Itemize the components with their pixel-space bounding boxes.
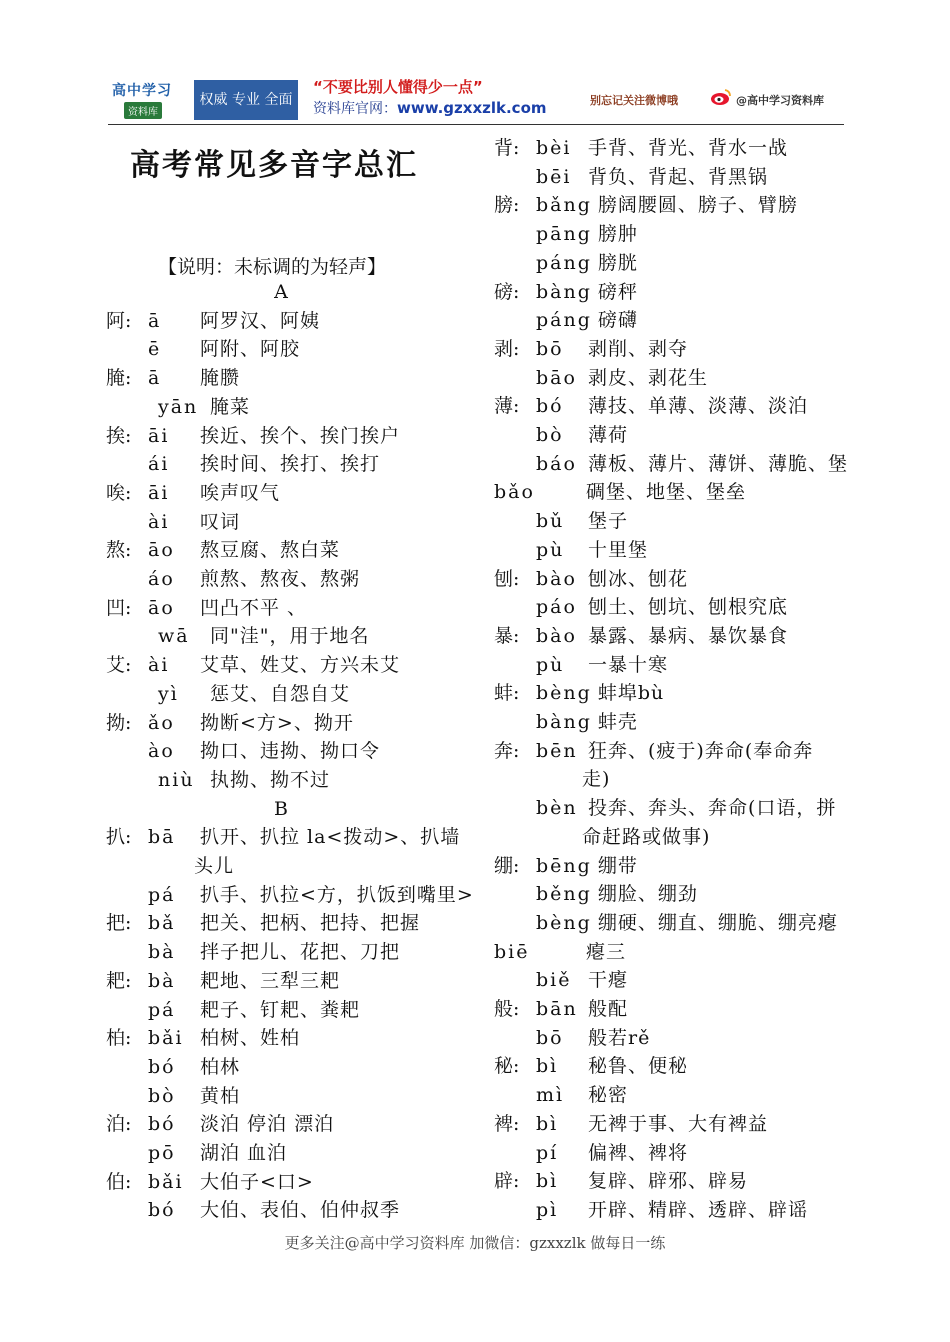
entry-line bbox=[106, 393, 250, 422]
entry-character: 辟: bbox=[494, 1170, 520, 1193]
entry-pinyin: bì bbox=[536, 1055, 559, 1078]
entry-words: 磅礴 bbox=[597, 309, 638, 332]
entry-words: 背负、背起、背黑锅 bbox=[588, 165, 769, 188]
entry-words: 偏裨、裨将 bbox=[588, 1141, 689, 1164]
entry-line bbox=[106, 1110, 334, 1139]
entry-words: 柏林 bbox=[200, 1055, 241, 1078]
entry-line bbox=[494, 163, 768, 192]
entry-character: 绷: bbox=[494, 854, 520, 877]
entry-pinyin: pá bbox=[148, 883, 176, 906]
entry-words: 同"洼"，用于地名 bbox=[210, 625, 370, 648]
entry-line bbox=[106, 594, 307, 623]
entry-pinyin: yān bbox=[158, 395, 199, 418]
entry-line bbox=[494, 450, 848, 479]
entry-words: 执拗、拗不过 bbox=[210, 768, 331, 791]
entry-words: 绷硬、绷直、绷脆、绷亮瘪 bbox=[597, 911, 838, 934]
entry-words: 大伯、表伯、伯仲叔季 bbox=[200, 1199, 401, 1222]
entry-pinyin: páng bbox=[536, 309, 592, 332]
entry-character: 熬: bbox=[106, 539, 132, 562]
entry-pinyin: bó bbox=[148, 1113, 176, 1136]
entry-pinyin: ài bbox=[148, 654, 170, 677]
entry-words: 唉声叹气 bbox=[200, 481, 281, 504]
entry-pinyin: bēi bbox=[536, 165, 572, 188]
entry-line bbox=[494, 708, 638, 737]
entry-pinyin: bàng bbox=[536, 280, 592, 303]
entry-pinyin: bāo bbox=[536, 366, 577, 389]
entry-pinyin: bō bbox=[536, 1026, 564, 1049]
entry-line bbox=[494, 364, 708, 393]
entry-words: 挨近、挨个、挨门挨户 bbox=[200, 424, 401, 447]
slogan-box: 权威 专业 全面 bbox=[194, 80, 298, 120]
entry-line bbox=[106, 967, 340, 996]
entry-words: 柏树、姓柏 bbox=[200, 1027, 301, 1050]
entry-pinyin: āi bbox=[148, 424, 170, 447]
entry-words: 叹词 bbox=[200, 510, 241, 533]
entry-line bbox=[494, 278, 638, 307]
entry-line bbox=[494, 565, 688, 594]
entry-pinyin: pì bbox=[536, 1198, 559, 1221]
entry-pinyin: pá bbox=[148, 998, 176, 1021]
entry-line bbox=[106, 479, 280, 508]
entry-pinyin: bèng bbox=[536, 911, 592, 934]
entry-words: 湖泊 血泊 bbox=[200, 1142, 288, 1164]
entry-pinyin: báo bbox=[536, 452, 577, 475]
entry-character: 唉: bbox=[106, 481, 132, 504]
entry-character: 拗: bbox=[106, 711, 132, 734]
entry-line bbox=[106, 1168, 314, 1197]
entry-words: 淡泊 停泊 漂泊 bbox=[200, 1113, 335, 1136]
entry-pinyin: biě bbox=[536, 969, 572, 992]
entry-line bbox=[106, 565, 360, 594]
entry-line bbox=[106, 938, 400, 967]
entry-words: 腌臜 bbox=[200, 367, 241, 390]
entry-line bbox=[494, 421, 628, 450]
entry-line bbox=[494, 794, 836, 823]
entry-words: 无裨于事、大有裨益 bbox=[588, 1112, 769, 1135]
entry-line bbox=[106, 335, 300, 364]
entry-character: 阿: bbox=[106, 309, 132, 332]
entry-line bbox=[494, 593, 788, 622]
ad-website-label: 资料库官网： bbox=[313, 101, 397, 117]
entry-words: 干瘪 bbox=[588, 969, 629, 992]
entry-line bbox=[494, 1024, 650, 1053]
entry-line bbox=[494, 995, 628, 1024]
entry-pinyin: ā bbox=[148, 367, 162, 390]
entry-words: 复辟、辟邪、辟易 bbox=[588, 1170, 749, 1193]
entry-character: 刨: bbox=[494, 567, 520, 590]
entry-pinyin: páo bbox=[536, 596, 577, 619]
entry-pinyin: pù bbox=[536, 538, 565, 561]
entry-pinyin: pí bbox=[536, 1141, 559, 1164]
entry-pinyin: bǎo bbox=[494, 481, 535, 504]
entry-words: 拗口、违拗、拗口令 bbox=[200, 740, 381, 763]
entry-character: 暴: bbox=[494, 624, 520, 647]
entry-pinyin: niù bbox=[158, 768, 195, 791]
entry-line bbox=[494, 909, 838, 938]
entry-line bbox=[494, 134, 788, 163]
entry-line bbox=[106, 766, 330, 795]
entry-character: 薄: bbox=[494, 395, 520, 418]
entry-words: 扒开、扒拉 la<拨动>、扒墙 bbox=[200, 826, 461, 849]
entry-line bbox=[106, 909, 420, 938]
entry-line bbox=[106, 852, 234, 881]
entry-words: 薄荷 bbox=[588, 424, 629, 446]
entry-character: 膀: bbox=[494, 194, 520, 217]
entry-pinyin: běng bbox=[536, 883, 592, 906]
entry-pinyin: bò bbox=[148, 1084, 176, 1107]
entry-words: 一暴十寒 bbox=[588, 653, 669, 676]
entry-line bbox=[106, 996, 360, 1025]
entry-line bbox=[106, 881, 474, 910]
entry-line bbox=[106, 680, 350, 709]
entry-character: 柏: bbox=[106, 1027, 132, 1050]
entry-words: 膀胱 bbox=[597, 251, 638, 274]
entry-character: 背: bbox=[494, 137, 520, 159]
entry-line bbox=[106, 651, 400, 680]
page-title: 高考常见多音字总汇 bbox=[130, 148, 418, 183]
entry-line bbox=[106, 1053, 240, 1082]
entry-line bbox=[106, 1196, 400, 1225]
entry-line bbox=[106, 1024, 300, 1053]
entry-line bbox=[106, 508, 240, 537]
entry-words: 薄技、单薄、淡薄、淡泊 bbox=[588, 395, 809, 418]
entry-pinyin: wā bbox=[158, 625, 190, 648]
entry-words: 挨时间、挨打、挨打 bbox=[200, 453, 381, 476]
entry-line bbox=[494, 1139, 688, 1168]
note-text: 【说明：未标调的为轻声】 bbox=[158, 256, 387, 278]
entry-line bbox=[494, 966, 628, 995]
entry-words: 刨土、刨坑、刨根究底 bbox=[588, 596, 789, 619]
ad-slogan: “不要比别人懂得少一点” bbox=[313, 78, 483, 96]
entry-character: 挨: bbox=[106, 424, 132, 447]
site-logo bbox=[112, 80, 190, 120]
entry-pinyin: ǎo bbox=[148, 711, 175, 734]
entry-words: 拌子把儿、花把、刀把 bbox=[200, 941, 401, 964]
entry-pinyin: bèn bbox=[536, 797, 578, 820]
entry-character: 腌: bbox=[106, 367, 132, 390]
entry-line bbox=[106, 709, 354, 738]
entry-line bbox=[494, 507, 628, 536]
entry-line bbox=[494, 1196, 808, 1225]
entry-line bbox=[106, 307, 320, 336]
follow-text: 别忘记关注微博哦 bbox=[590, 94, 678, 107]
entry-pinyin: bǎng bbox=[536, 194, 592, 217]
entry-words: 熬豆腐、熬白菜 bbox=[200, 539, 341, 562]
entry-line bbox=[494, 737, 813, 766]
entry-pinyin: bǎ bbox=[148, 912, 176, 935]
entry-words: 般若rě bbox=[588, 1026, 651, 1049]
entry-words: 凹凸不平 、 bbox=[200, 596, 308, 619]
entry-line bbox=[106, 622, 369, 651]
entry-line bbox=[106, 823, 460, 852]
entry-pinyin: ào bbox=[148, 740, 175, 763]
entry-character: 泊: bbox=[106, 1113, 132, 1136]
entry-words: 开辟、精辟、透辟、辟谣 bbox=[588, 1198, 809, 1221]
entry-pinyin: bàng bbox=[536, 711, 592, 733]
entry-words: 剥皮、剥花生 bbox=[588, 366, 709, 389]
entry-pinyin: pāng bbox=[536, 223, 592, 246]
entry-words: 惩艾、自怨自艾 bbox=[210, 682, 351, 705]
entry-words: 般配 bbox=[588, 998, 629, 1020]
entry-line bbox=[494, 478, 746, 507]
entry-line bbox=[494, 1110, 768, 1139]
entry-pinyin: ē bbox=[148, 338, 162, 361]
entry-words: 暴露、暴病、暴饮暴食 bbox=[588, 624, 789, 647]
entry-words: 绷脸、绷劲 bbox=[597, 883, 698, 906]
entry-words: 投奔、奔头、奔命(口语，拼 bbox=[588, 797, 837, 820]
page-header bbox=[108, 72, 844, 125]
entry-line bbox=[106, 737, 380, 766]
entry-words: 艾草、姓艾、方兴未艾 bbox=[200, 654, 401, 677]
entry-words: 堡子 bbox=[588, 510, 629, 533]
entry-pinyin: pō bbox=[148, 1142, 176, 1164]
entry-character: 般: bbox=[494, 998, 520, 1020]
entry-line bbox=[494, 536, 648, 565]
entry-character: 艾: bbox=[106, 654, 132, 677]
logo-text: 高中学习 bbox=[112, 83, 172, 99]
entry-pinyin: bì bbox=[536, 1170, 559, 1193]
weibo-account: @高中学习资料库 bbox=[736, 94, 824, 107]
entry-line bbox=[106, 1082, 240, 1111]
entry-pinyin: bèi bbox=[536, 137, 572, 159]
entry-words: 剥削、剥夺 bbox=[588, 337, 689, 360]
entry-pinyin: bà bbox=[148, 969, 176, 992]
entry-character: 伯: bbox=[106, 1170, 132, 1193]
entry-pinyin: bì bbox=[536, 1112, 559, 1135]
entry-character: 扒: bbox=[106, 826, 132, 849]
entry-pinyin: bǎi bbox=[148, 1170, 184, 1193]
entry-pinyin: ái bbox=[148, 453, 170, 476]
entry-pinyin: bó bbox=[148, 1055, 176, 1078]
entry-pinyin: bò bbox=[536, 424, 564, 446]
entry-line bbox=[106, 1139, 287, 1168]
entry-pinyin: āo bbox=[148, 596, 175, 619]
entry-words: 狂奔、(疲于)奔命(奉命奔 bbox=[588, 739, 814, 762]
entry-pinyin: āo bbox=[148, 539, 175, 562]
ad-website bbox=[313, 98, 547, 118]
entry-words: 蚌壳 bbox=[597, 711, 638, 733]
entry-line bbox=[494, 1081, 628, 1110]
entry-line bbox=[494, 392, 808, 421]
entry-words: 绷带 bbox=[597, 854, 638, 877]
entry-character: 耙: bbox=[106, 969, 132, 992]
entry-line bbox=[494, 1052, 688, 1081]
entry-words: 手背、背光、背水一战 bbox=[588, 137, 789, 159]
entry-words: 膀阔腰圆、膀子、臂膀 bbox=[597, 194, 798, 217]
entry-line bbox=[494, 220, 638, 249]
entry-words: 磅秤 bbox=[597, 280, 638, 303]
entry-pinyin: bō bbox=[536, 337, 564, 360]
entry-pinyin: páng bbox=[536, 251, 592, 274]
entry-pinyin: bèng bbox=[536, 682, 592, 705]
entry-character: 把: bbox=[106, 912, 132, 935]
entry-line bbox=[494, 1167, 748, 1196]
page-footer: 更多关注@高中学习资料库 加微信：gzxxzlk 做每日一练 bbox=[284, 1234, 666, 1252]
entry-words: 刨冰、刨花 bbox=[588, 567, 689, 590]
entry-words: 把关、把柄、把持、把握 bbox=[200, 912, 421, 935]
entry-pinyin: áo bbox=[148, 568, 175, 590]
entry-character: 裨: bbox=[494, 1112, 520, 1135]
entry-pinyin: bào bbox=[536, 624, 577, 647]
entry-words: 走) bbox=[582, 768, 611, 791]
entry-line bbox=[106, 364, 240, 393]
entry-line bbox=[494, 335, 688, 364]
entry-pinyin: bó bbox=[536, 395, 564, 418]
entry-words: 耙地、三犁三耙 bbox=[200, 969, 341, 992]
entry-character: 剥: bbox=[494, 337, 520, 360]
entry-pinyin: bó bbox=[148, 1199, 176, 1222]
section-letter: A bbox=[274, 281, 288, 303]
entry-line bbox=[494, 823, 710, 852]
entry-pinyin: ài bbox=[148, 510, 170, 533]
entry-line bbox=[494, 765, 610, 794]
entry-words: 膀肿 bbox=[597, 223, 638, 246]
entry-words: 扒手、扒拉<方，扒饭到嘴里> bbox=[200, 883, 474, 906]
entry-line bbox=[494, 191, 798, 220]
entry-pinyin: yì bbox=[158, 682, 179, 705]
entry-line bbox=[106, 422, 400, 451]
entry-character: 蚌: bbox=[494, 682, 520, 705]
entry-words: 煎熬、熬夜、熬粥 bbox=[200, 568, 361, 590]
entry-words: 腌菜 bbox=[210, 395, 251, 418]
entry-pinyin: bà bbox=[148, 941, 176, 964]
entry-words: 秘密 bbox=[588, 1084, 629, 1107]
entry-pinyin: bēng bbox=[536, 854, 592, 877]
entry-pinyin: bēn bbox=[536, 739, 578, 762]
entry-words: 阿附、阿胶 bbox=[200, 338, 301, 361]
entry-pinyin: pù bbox=[536, 653, 565, 676]
entry-words: 黄柏 bbox=[200, 1084, 241, 1107]
entry-line bbox=[494, 306, 638, 335]
website-link[interactable]: www.gzxxzlk.com bbox=[397, 99, 547, 117]
entry-line bbox=[494, 938, 626, 967]
entry-line bbox=[494, 249, 638, 278]
entry-line bbox=[494, 679, 664, 708]
entry-pinyin: āi bbox=[148, 481, 170, 504]
entry-pinyin: bǎi bbox=[148, 1027, 184, 1050]
entry-line bbox=[494, 622, 788, 651]
entry-words: 十里堡 bbox=[588, 538, 649, 561]
entry-words: 头儿 bbox=[194, 855, 235, 877]
entry-character: 磅: bbox=[494, 280, 520, 303]
entry-character: 秘: bbox=[494, 1055, 520, 1078]
entry-pinyin: ā bbox=[148, 309, 162, 332]
entry-pinyin: mì bbox=[536, 1084, 565, 1107]
weibo-icon bbox=[710, 88, 732, 106]
entry-pinyin: bǔ bbox=[536, 510, 565, 533]
entry-words: 阿罗汉、阿姨 bbox=[200, 309, 321, 332]
entry-words: 秘鲁、便秘 bbox=[588, 1055, 689, 1078]
entry-words: 耙子、钉耙、粪耙 bbox=[200, 998, 361, 1021]
entry-line bbox=[106, 536, 340, 565]
entry-pinyin: bā bbox=[148, 826, 176, 849]
logo-badge: 资料库 bbox=[124, 102, 162, 119]
entry-pinyin: bào bbox=[536, 567, 577, 590]
entry-line bbox=[494, 880, 698, 909]
entry-words: 拗断<方>、拗开 bbox=[200, 711, 354, 734]
entry-line bbox=[494, 852, 638, 881]
entry-words: 命赶路或做事) bbox=[582, 825, 711, 848]
entry-words: 薄板、薄片、薄饼、薄脆、堡 bbox=[588, 452, 849, 475]
entry-character: 奔: bbox=[494, 739, 520, 762]
entry-character: 凹: bbox=[106, 596, 132, 619]
section-letter: B bbox=[274, 797, 288, 820]
entry-pinyin: biē bbox=[494, 940, 530, 963]
entry-pinyin: bān bbox=[536, 998, 578, 1020]
entry-words: 蚌埠bù bbox=[597, 682, 665, 705]
entry-line bbox=[494, 651, 668, 680]
entry-words: 大伯子<口> bbox=[200, 1170, 314, 1193]
entry-line bbox=[106, 450, 380, 479]
entry-words: 碉堡、地堡、堡垒 bbox=[586, 481, 747, 504]
entry-words: 瘪三 bbox=[586, 940, 627, 963]
